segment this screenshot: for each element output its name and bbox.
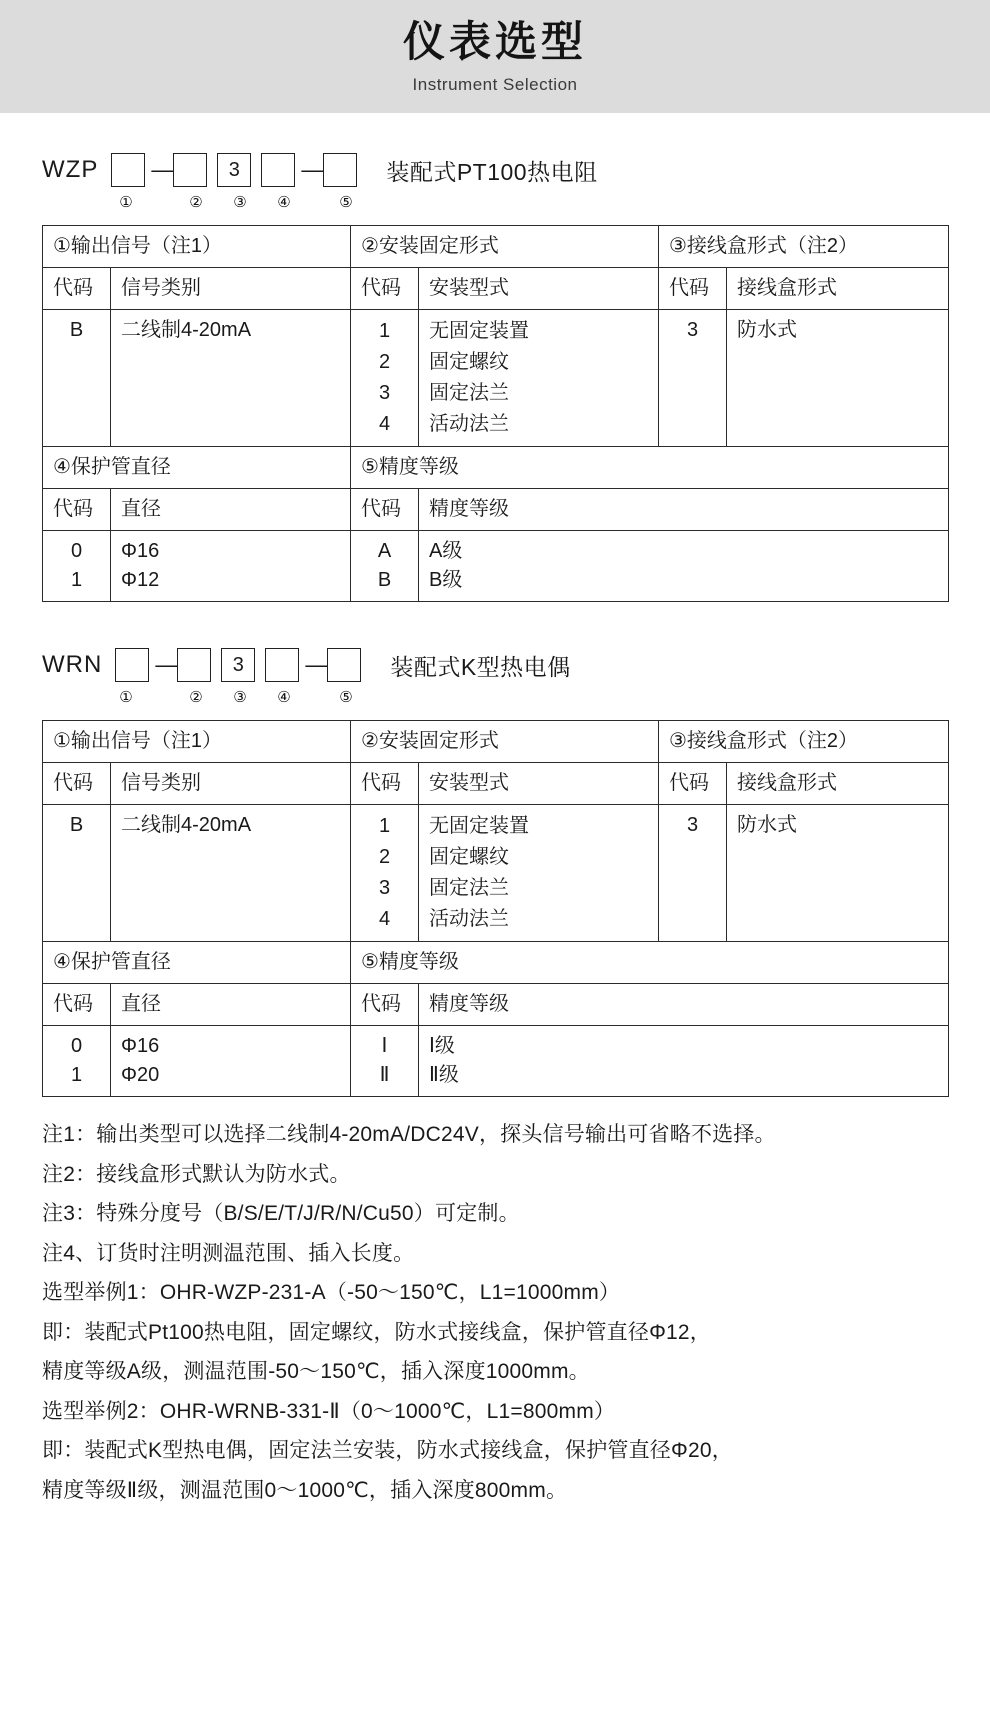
mount-text-3: 固定法兰 (429, 877, 509, 899)
model-prefix: WRN (42, 651, 103, 678)
mount-text-2: 固定螺纹 (429, 351, 509, 373)
col-accuracy: 精度等级 (419, 984, 949, 1026)
code-box-2 (173, 153, 207, 187)
cell-mount-texts (419, 310, 659, 447)
example-line: 精度等级A级，测温范围-50～150℃，插入深度1000mm。 (42, 1360, 590, 1384)
page-header (0, 0, 990, 113)
cell-signal-code: B (43, 310, 111, 447)
acc-code-1: A (377, 540, 392, 562)
table-row (43, 721, 949, 763)
col-diameter: 直径 (111, 984, 351, 1026)
code-marks-wrn (42, 688, 948, 706)
col-signal-type: 信号类别 (111, 763, 351, 805)
col-diameter: 直径 (111, 489, 351, 531)
dia-code-2: 1 (70, 569, 83, 591)
cell-acc-codes (351, 1026, 419, 1097)
col-code-2: 代码 (351, 268, 419, 310)
mark-1: ① (119, 194, 133, 211)
mark-3: ③ (233, 194, 247, 211)
table-row (43, 763, 949, 805)
mount-code-1: 1 (378, 815, 391, 837)
code-dash-2: — (301, 157, 324, 182)
cell-signal-text: 二线制4-20mA (111, 310, 351, 447)
acc-text-1: Ⅰ级 (429, 1035, 455, 1057)
dia-text-1: Φ16 (121, 1035, 160, 1057)
table-row (43, 805, 949, 942)
table-row (43, 310, 949, 447)
code-box-4 (265, 648, 299, 682)
code-dash-1: — (151, 157, 174, 182)
mount-code-3: 3 (378, 877, 391, 899)
example-line: 即：装配式Pt100热电阻，固定螺纹，防水式接线盒，保护管直径Φ12， (42, 1320, 711, 1344)
dia-text-2: Φ12 (121, 569, 160, 591)
col-mount-type: 安装型式 (419, 763, 659, 805)
cell-mount-texts (419, 805, 659, 942)
col-box-type: 接线盒形式 (727, 268, 949, 310)
mount-text-1: 无固定装置 (429, 320, 529, 342)
example-line: 选型举例2：OHR-WRNB-331-Ⅱ（0～1000℃，L1=800mm） (42, 1399, 616, 1423)
acc-code-2: B (377, 569, 392, 591)
header-junction-box: ③接线盒形式（注2） (659, 721, 949, 763)
table-row (43, 984, 949, 1026)
cell-acc-texts (419, 531, 949, 602)
header-junction-box: ③接线盒形式（注2） (659, 226, 949, 268)
cell-box-text: 防水式 (727, 805, 949, 942)
mark-2: ② (189, 194, 203, 211)
cell-box-code: 3 (659, 310, 727, 447)
mount-text-4: 活动法兰 (429, 908, 509, 930)
dia-code-1: 0 (70, 1035, 83, 1057)
mark-5: ⑤ (339, 194, 353, 211)
acc-text-2: B级 (429, 569, 463, 591)
mount-code-2: 2 (378, 846, 391, 868)
header-accuracy: ⑤精度等级 (351, 447, 949, 489)
example-line: 即：装配式K型热电偶，固定法兰安装，防水式接线盒，保护管直径Φ20， (42, 1439, 733, 1463)
col-signal-type: 信号类别 (111, 268, 351, 310)
model-code-line-wrn (42, 648, 948, 682)
code-box-3: 3 (217, 153, 251, 187)
mount-text-3: 固定法兰 (429, 382, 509, 404)
mark-2: ② (189, 689, 203, 706)
page-title: 仪表选型 (402, 18, 587, 66)
col-code-5: 代码 (351, 984, 419, 1026)
mount-code-3: 3 (378, 382, 391, 404)
code-box-5 (323, 153, 357, 187)
cell-dia-codes (43, 1026, 111, 1097)
code-dash-1: — (155, 652, 178, 677)
acc-code-1: Ⅰ (381, 1035, 388, 1057)
table-row (43, 489, 949, 531)
header-output-signal: ①输出信号（注1） (43, 721, 351, 763)
dia-text-1: Φ16 (121, 540, 160, 562)
mark-5: ⑤ (339, 689, 353, 706)
section-wrn (0, 648, 990, 1097)
page-subtitle: Instrument Selection (412, 74, 578, 94)
cell-acc-texts (419, 1026, 949, 1097)
spec-table-wrn (42, 720, 949, 1097)
col-mount-type: 安装型式 (419, 268, 659, 310)
code-marks-wzp (42, 193, 948, 211)
dia-code-1: 0 (70, 540, 83, 562)
dia-text-2: Φ20 (121, 1064, 160, 1086)
col-code-1: 代码 (43, 268, 111, 310)
cell-dia-texts (111, 531, 351, 602)
header-accuracy: ⑤精度等级 (351, 942, 949, 984)
spec-table-wzp (42, 225, 949, 602)
note-line: 注2：接线盒形式默认为防水式。 (42, 1162, 351, 1186)
code-box-4 (261, 153, 295, 187)
model-prefix: WZP (42, 156, 99, 183)
model-code-line-wzp (42, 153, 948, 187)
notes-block (0, 1119, 990, 1507)
header-tube-diameter: ④保护管直径 (43, 942, 351, 984)
header-mounting: ②安装固定形式 (351, 721, 659, 763)
model-description: 装配式K型热电偶 (390, 653, 571, 680)
col-code-5: 代码 (351, 489, 419, 531)
col-code-4: 代码 (43, 489, 111, 531)
mount-code-4: 4 (378, 908, 391, 930)
col-code-3: 代码 (659, 763, 727, 805)
table-row (43, 447, 949, 489)
mount-code-2: 2 (378, 351, 391, 373)
mount-text-1: 无固定装置 (429, 815, 529, 837)
mark-3: ③ (233, 689, 247, 706)
note-line: 注1：输出类型可以选择二线制4-20mA/DC24V，探头信号输出可省略不选择。 (42, 1123, 776, 1146)
cell-signal-code: B (43, 805, 111, 942)
mount-code-1: 1 (378, 320, 391, 342)
mark-4: ④ (277, 689, 291, 706)
col-code-4: 代码 (43, 984, 111, 1026)
col-accuracy: 精度等级 (419, 489, 949, 531)
mark-4: ④ (277, 194, 291, 211)
table-row (43, 531, 949, 602)
cell-box-text: 防水式 (727, 310, 949, 447)
col-box-type: 接线盒形式 (727, 763, 949, 805)
table-row (43, 268, 949, 310)
table-row (43, 226, 949, 268)
col-code-3: 代码 (659, 268, 727, 310)
mark-1: ① (119, 689, 133, 706)
section-wzp (0, 153, 990, 602)
example-line: 精度等级Ⅱ级，测温范围0～1000℃，插入深度800mm。 (42, 1478, 568, 1502)
code-dash-2: — (305, 652, 328, 677)
code-box-1 (111, 153, 145, 187)
dia-code-2: 1 (70, 1064, 83, 1086)
code-box-5 (327, 648, 361, 682)
header-output-signal: ①输出信号（注1） (43, 226, 351, 268)
mount-code-4: 4 (378, 413, 391, 435)
code-box-1 (115, 648, 149, 682)
model-description: 装配式PT100热电阻 (386, 158, 598, 185)
cell-mount-codes (351, 805, 419, 942)
header-mounting: ②安装固定形式 (351, 226, 659, 268)
cell-box-code: 3 (659, 805, 727, 942)
mount-text-4: 活动法兰 (429, 413, 509, 435)
col-code-1: 代码 (43, 763, 111, 805)
note-line: 注4、订货时注明测温范围、插入长度。 (42, 1241, 415, 1265)
cell-dia-codes (43, 531, 111, 602)
acc-code-2: Ⅱ (379, 1064, 390, 1086)
cell-dia-texts (111, 1026, 351, 1097)
col-code-2: 代码 (351, 763, 419, 805)
code-box-2 (177, 648, 211, 682)
acc-text-1: A级 (429, 540, 463, 562)
table-row (43, 1026, 949, 1097)
mount-text-2: 固定螺纹 (429, 846, 509, 868)
example-line: 选型举例1：OHR-WZP-231-A（-50～150℃，L1=1000mm） (42, 1281, 621, 1305)
cell-mount-codes (351, 310, 419, 447)
header-tube-diameter: ④保护管直径 (43, 447, 351, 489)
cell-acc-codes (351, 531, 419, 602)
table-row (43, 942, 949, 984)
note-line: 注3：特殊分度号（B/S/E/T/J/R/N/Cu50）可定制。 (42, 1202, 520, 1226)
cell-signal-text: 二线制4-20mA (111, 805, 351, 942)
code-box-3: 3 (221, 648, 255, 682)
acc-text-2: Ⅱ级 (429, 1064, 459, 1086)
